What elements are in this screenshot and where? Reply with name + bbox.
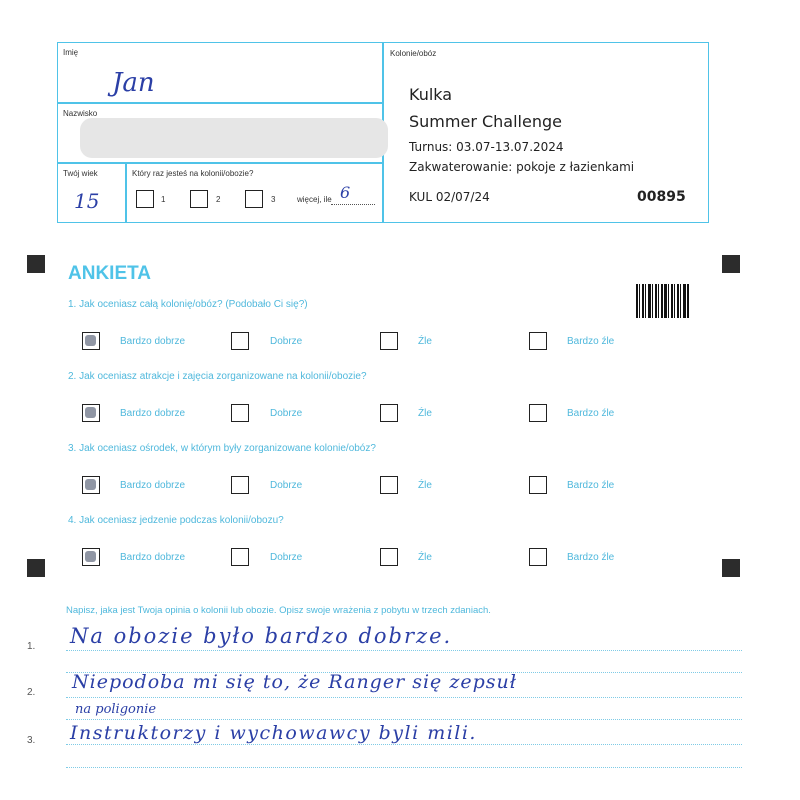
opinion-line-2b-dotline	[66, 719, 742, 720]
q1-option-dobrze-checkbox[interactable]	[231, 332, 249, 350]
wiek-label: Twój wiek	[63, 169, 98, 178]
wiecej-dotline	[331, 204, 375, 205]
wiecej-value: 6	[340, 183, 351, 202]
q2-option-dobrze-label: Dobrze	[270, 408, 303, 419]
q1-option-bardzo-dobrze-label: Bardzo dobrze	[120, 336, 186, 347]
opinion-line-2-text[interactable]: Niepodoba mi się to, że Ranger się zepsuł	[72, 671, 517, 693]
q4-option-bardzo-dobrze-label: Bardzo dobrze	[120, 552, 186, 563]
visit-1-checkbox[interactable]	[136, 190, 154, 208]
q4-option-bardzo-dobrze-checkbox[interactable]	[82, 548, 100, 566]
q2-option-bardzo-zle-checkbox[interactable]	[529, 404, 547, 422]
opinion-line-2-continuation[interactable]: na poligonie	[75, 702, 157, 717]
registration-marker-bottom-left	[27, 559, 45, 577]
question-1-text: 1. Jak oceniasz całą kolonię/obóz? (Podobało Ci się?)	[68, 299, 308, 310]
q3-option-zle-checkbox[interactable]	[380, 476, 398, 494]
question-4-text: 4. Jak oceniasz jedzenie podczas kolonii/obozu?	[68, 515, 284, 526]
camp-program: Summer Challenge	[409, 112, 562, 131]
q1-option-zle-checkbox[interactable]	[380, 332, 398, 350]
opinion-line-3b-dotline	[66, 767, 742, 768]
q3-option-dobrze-checkbox[interactable]	[231, 476, 249, 494]
opinion-line-1-text[interactable]: Na obozie było bardzo dobrze.	[70, 624, 453, 648]
opinion-line-1-dotline	[66, 650, 742, 651]
q4-option-zle-label: Źle	[418, 552, 432, 563]
q4-option-bardzo-zle-checkbox[interactable]	[529, 548, 547, 566]
q2-option-zle-label: Źle	[418, 408, 432, 419]
q2-option-dobrze-checkbox[interactable]	[231, 404, 249, 422]
q3-option-zle-label: Źle	[418, 480, 432, 491]
q3-option-bardzo-zle-checkbox[interactable]	[529, 476, 547, 494]
registration-marker-bottom-right	[722, 559, 740, 577]
visit-3-checkbox[interactable]	[245, 190, 263, 208]
opinion-line-3-number: 3.	[27, 735, 36, 746]
survey-title: ANKIETA	[68, 263, 152, 284]
imie-label: Imię	[63, 48, 79, 57]
q2-option-bardzo-dobrze-checkbox[interactable]	[82, 404, 100, 422]
visit-2-label: 2	[216, 195, 221, 204]
registration-marker-top-left	[27, 255, 45, 273]
q4-option-zle-checkbox[interactable]	[380, 548, 398, 566]
q1-option-bardzo-zle-checkbox[interactable]	[529, 332, 547, 350]
opinion-line-1-number: 1.	[27, 641, 36, 652]
q3-option-dobrze-label: Dobrze	[270, 480, 303, 491]
visit-2-checkbox[interactable]	[190, 190, 208, 208]
opinion-line-3-text[interactable]: Instruktorzy i wychowawcy byli mili.	[70, 722, 477, 744]
q3-option-bardzo-dobrze-checkbox[interactable]	[82, 476, 100, 494]
q1-option-dobrze-label: Dobrze	[270, 336, 303, 347]
question-2-text: 2. Jak oceniasz atrakcje i zajęcia zorganizowane na kolonii/obozie?	[68, 371, 367, 382]
form-number: 00895	[637, 189, 686, 205]
imie-divider	[57, 102, 383, 104]
q3-option-bardzo-zle-label: Bardzo źle	[567, 480, 615, 491]
q4-option-bardzo-zle-label: Bardzo źle	[567, 552, 615, 563]
q4-option-dobrze-label: Dobrze	[270, 552, 303, 563]
camp-name: Kulka	[409, 85, 453, 104]
q1-option-zle-label: Źle	[418, 336, 432, 347]
nazwisko-redacted	[80, 118, 388, 158]
opinion-line-2-dotline	[66, 697, 742, 698]
registration-marker-top-right	[722, 255, 740, 273]
q4-option-dobrze-checkbox[interactable]	[231, 548, 249, 566]
q2-option-bardzo-dobrze-label: Bardzo dobrze	[120, 408, 186, 419]
nazwisko-divider	[57, 162, 383, 164]
q1-option-bardzo-dobrze-checkbox[interactable]	[82, 332, 100, 350]
question-3-text: 3. Jak oceniasz ośrodek, w którym były zorganizowane kolonie/obóz?	[68, 443, 376, 454]
nazwisko-label: Nazwisko	[63, 109, 98, 118]
q2-option-zle-checkbox[interactable]	[380, 404, 398, 422]
turnus-text: Turnus: 03.07-13.07.2024	[409, 140, 564, 154]
imie-value: Jan	[112, 68, 155, 98]
q3-option-bardzo-dobrze-label: Bardzo dobrze	[120, 480, 186, 491]
opinion-prompt: Napisz, jaka jest Twoja opinia o kolonii lub obozie. Opisz swoje wrażenia z pobytu w trzech zdaniach.	[66, 605, 491, 616]
opinion-line-3-dotline	[66, 744, 742, 745]
wiecej-label: więcej, ile	[297, 195, 332, 204]
visit-1-label: 1	[161, 195, 166, 204]
opinion-line-2-number: 2.	[27, 687, 36, 698]
wiek-divider	[125, 162, 127, 223]
ktory-raz-label: Który raz jesteś na kolonii/obozie?	[132, 169, 254, 178]
kolonie-label: Kolonie/obóz	[390, 49, 437, 58]
visit-3-label: 3	[271, 195, 276, 204]
wiek-value: 15	[74, 189, 100, 213]
q1-option-bardzo-zle-label: Bardzo źle	[567, 336, 615, 347]
barcode-icon	[636, 284, 690, 318]
zakwaterowanie-text: Zakwaterowanie: pokoje z łazienkami	[409, 160, 635, 174]
q2-option-bardzo-zle-label: Bardzo źle	[567, 408, 615, 419]
camp-code: KUL 02/07/24	[409, 190, 490, 204]
